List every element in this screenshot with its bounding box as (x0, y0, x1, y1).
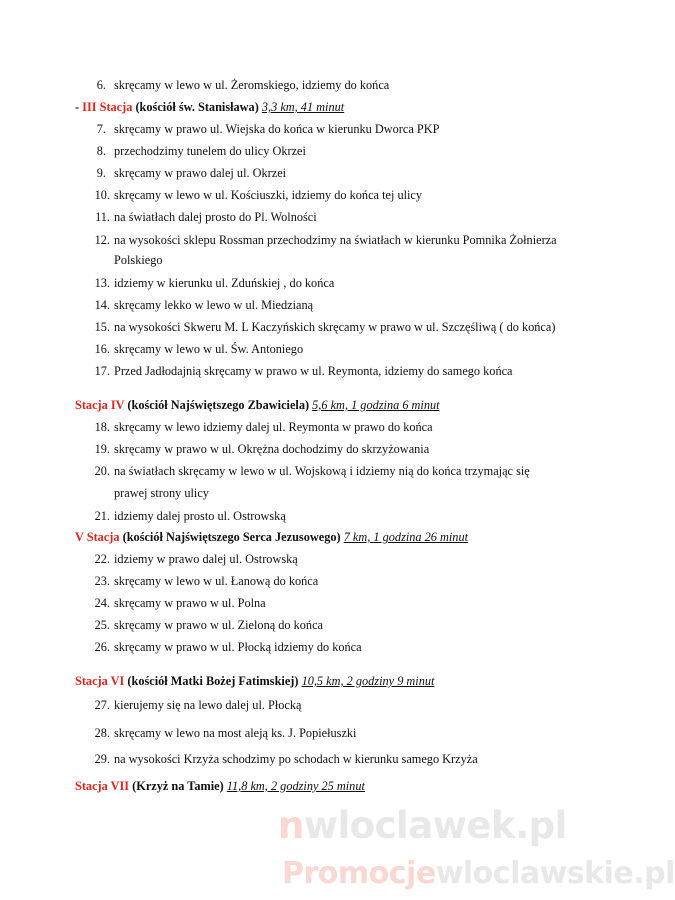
church-name: (kościół Najświętszego Zbawiciela) (124, 398, 313, 412)
item-number: 23. (94, 574, 110, 588)
heading-prefix: - (75, 100, 83, 114)
church-name: (kościół Najświętszego Serca Jezusowego) (119, 530, 344, 544)
station-heading-5 (75, 530, 468, 544)
watermark-rest: wloclawek.pl (303, 804, 567, 847)
item-number: 29. (94, 752, 110, 766)
item-text: przechodzimy tunelem do ulicy Okrzei (114, 144, 306, 158)
church-name: (kościół Matki Bożej Fatimskiej) (124, 674, 302, 688)
distance-time: 10,5 km, 2 godziny 9 minut (301, 674, 435, 688)
paren-open: ( (129, 779, 137, 793)
watermark-rest: wloclawskie.pl (435, 856, 675, 891)
watermark-logo-line2 (282, 856, 675, 891)
item-text: skręcamy w lewo idziemy dalej ul. Reymonta w prawo do końca (114, 420, 433, 434)
distance-time: 5,6 km, 1 godzina 6 minut (312, 398, 440, 412)
item-text: idziemy w prawo dalej ul. Ostrowską (114, 552, 298, 566)
item-text: skręcamy w lewo w ul. Św. Antoniego (114, 342, 304, 356)
station-label: Stacja VII (75, 779, 130, 793)
item-text-continued: prawej strony ulicy (114, 486, 209, 500)
item-number: 27. (94, 698, 110, 712)
item-text: skręcamy w lewo w ul. Łanową do końca (114, 574, 319, 588)
item-text: skręcamy w prawo ul. Wiejska do końca w kierunku Dworca PKP (114, 122, 440, 136)
item-text: Przed Jadłodajnią skręcamy w prawo w ul. Reymonta, idziemy do samego końca (114, 364, 513, 378)
item-number: 20. (94, 464, 110, 478)
item-text: idziemy dalej prosto ul. Ostrowską (114, 509, 286, 523)
item-text: skręcamy w lewo w ul. Kościuszki, idziemy do końca tej ulicy (114, 188, 423, 202)
paren-close: ) (219, 779, 227, 793)
station-label: Stacja IV (75, 398, 125, 412)
watermark-promo: Promocje (282, 856, 436, 891)
item-text: skręcamy w prawo dalej ul. Okrzei (114, 166, 287, 180)
item-number: 13. (94, 276, 110, 290)
item-number: 24. (94, 596, 110, 610)
item-number: 16. (94, 342, 110, 356)
watermark-initial: n (278, 804, 304, 847)
item-text: na wysokości Skweru M. L Kaczyńskich skręcamy w prawo w ul. Szczęśliwą ( do końca) (114, 320, 556, 334)
station-heading-6 (75, 674, 434, 688)
item-number: 12. (94, 233, 110, 247)
item-text: skręcamy w prawo w ul. Okrężna dochodzimy do skrzyżowania (114, 442, 430, 456)
item-text: skręcamy w prawo w ul. Polna (114, 596, 266, 610)
distance-time: 7 km, 1 godzina 26 minut (343, 530, 469, 544)
item-number: 7. (96, 122, 106, 136)
station-label: V Stacja (75, 530, 120, 544)
watermark-logo-line1 (278, 804, 567, 847)
item-number: 26. (94, 640, 110, 654)
station-heading-7 (75, 779, 365, 793)
item-number: 15. (94, 320, 110, 334)
station-heading-4 (75, 398, 440, 412)
distance-time: 11,8 km, 2 godziny 25 minut (226, 779, 365, 793)
church-name: Krzyż na Tamie (136, 779, 220, 793)
item-number: 22. (94, 552, 110, 566)
station-label: Stacja VI (75, 674, 125, 688)
item-text: idziemy w kierunku ul. Zduńskiej , do końca (114, 276, 335, 290)
station-label: III Stacja (82, 100, 133, 114)
item-number: 21. (94, 509, 110, 523)
item-number: 9. (96, 166, 106, 180)
item-number: 17. (94, 364, 110, 378)
item-number: 25. (94, 618, 110, 632)
item-text: skręcamy w lewo w ul. Żeromskiego, idziemy do końca (114, 78, 390, 92)
station-heading-3 (75, 100, 344, 114)
item-text: na światłach dalej prosto do Pl. Wolności (114, 210, 317, 224)
church-name: (kościół św. Stanisława) (132, 100, 262, 114)
item-text: na wysokości Krzyża schodzimy po schodach w kierunku samego Krzyża (114, 752, 478, 766)
item-text: na światłach skręcamy w lewo w ul. Wojskową i idziemy nią do końca trzymając się (114, 464, 530, 478)
item-text: na wysokości sklepu Rossman przechodzimy na światłach w kierunku Pomnika Żołnierza (114, 233, 557, 247)
distance-time: 3,3 km, 41 minut (261, 100, 345, 114)
item-text: skręcamy w lewo na most aleją ks. J. Popiełuszki (114, 726, 357, 740)
item-number: 18. (94, 420, 110, 434)
item-text-continued: Polskiego (114, 253, 163, 267)
item-number: 10. (94, 188, 110, 202)
item-text: skręcamy w prawo w ul. Płocką idziemy do końca (114, 640, 362, 654)
item-number: 14. (94, 298, 110, 312)
item-text: kierujemy się na lewo dalej ul. Płocką (114, 698, 302, 712)
item-number: 28. (94, 726, 110, 740)
item-text: skręcamy w prawo w ul. Zieloną do końca (114, 618, 323, 632)
item-number: 19. (94, 442, 110, 456)
item-number: 6. (96, 78, 106, 92)
item-number: 8. (96, 144, 106, 158)
item-number: 11. (95, 210, 110, 224)
item-text: skręcamy lekko w lewo w ul. Miedzianą (114, 298, 314, 312)
